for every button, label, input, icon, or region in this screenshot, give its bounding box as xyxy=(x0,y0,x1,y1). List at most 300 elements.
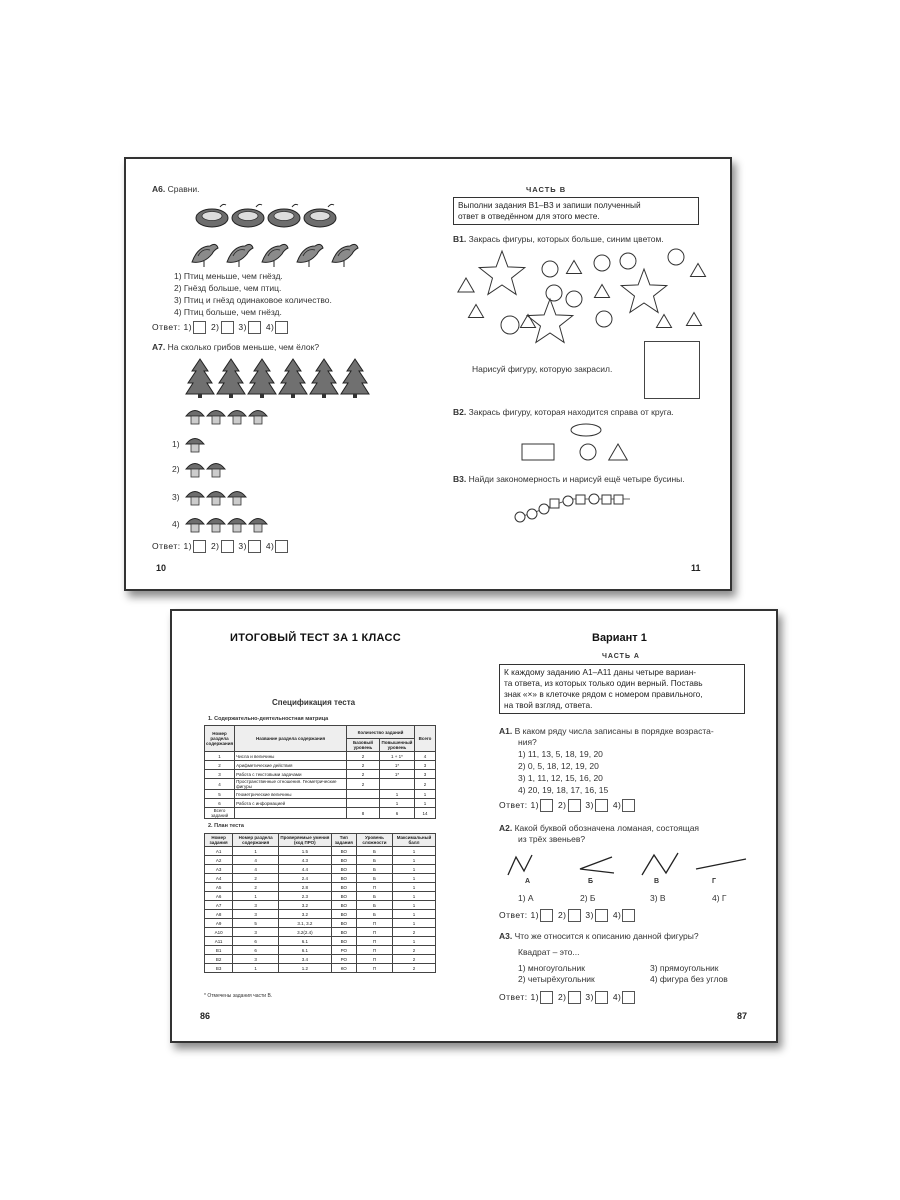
plan-cell: А3 xyxy=(205,865,233,874)
matrix-subheader: Повышенный уровень xyxy=(380,739,415,752)
bead-circle-icon xyxy=(527,509,537,519)
plan-cell: П xyxy=(356,964,392,973)
mushroom-stem-icon xyxy=(191,416,199,424)
matrix-cell: 1* xyxy=(380,770,415,779)
star-icon xyxy=(621,269,667,312)
task-number: В1. xyxy=(453,234,467,244)
instruction-line: та ответа, из которых только один верный. Поставь xyxy=(504,678,703,688)
triangle-icon xyxy=(458,278,474,292)
answer-num-3: 3) xyxy=(238,540,247,551)
plan-cell: 2 xyxy=(392,928,435,937)
task-prompt: Сравни. xyxy=(167,184,200,194)
answer-checkbox-2[interactable] xyxy=(221,321,234,334)
plan-cell: Б xyxy=(356,847,392,856)
matrix-row xyxy=(205,799,436,808)
plan-row xyxy=(205,874,436,883)
matrix-row xyxy=(205,779,436,790)
task-number: А6. xyxy=(152,184,166,194)
plan-cell: Б xyxy=(356,892,392,901)
task-prompt: Найди закономерность и нарисуй ещё четыре бусины. xyxy=(468,474,685,484)
matrix-cell: Геометрические величины xyxy=(235,790,347,799)
page-number-left: 10 xyxy=(156,563,167,573)
plan-cell: 3 xyxy=(233,955,279,964)
plan-cell: 5 xyxy=(233,919,279,928)
plan-row xyxy=(205,964,436,973)
matrix-row xyxy=(205,752,436,761)
task-a2-heading xyxy=(499,823,699,834)
mushroom-stem-icon xyxy=(233,497,241,505)
drawing-answer-box[interactable] xyxy=(644,341,700,399)
triangle-icon xyxy=(690,264,705,277)
mushroom-stem-icon xyxy=(212,416,220,424)
answer-checkbox-1[interactable] xyxy=(193,540,206,553)
a6-option-4: 4) Птиц больше, чем гнёзд. xyxy=(174,307,282,317)
plan-cell: А4 xyxy=(205,874,233,883)
polyline-letter-b: Б xyxy=(588,878,594,885)
answer-label: Ответ: xyxy=(499,991,528,1002)
plan-cell: 1 xyxy=(392,847,435,856)
task-b3-heading xyxy=(453,474,685,485)
bead-square-icon xyxy=(550,499,559,508)
answer-checkbox-3[interactable] xyxy=(595,799,608,812)
answer-checkbox-2[interactable] xyxy=(221,540,234,553)
plan-cell: 2.3 xyxy=(279,892,332,901)
mushroom-stem-icon xyxy=(191,444,199,452)
plan-cell: Б xyxy=(356,910,392,919)
footnote: * Отмечены задания части В. xyxy=(204,993,273,999)
mushroom-cap-icon xyxy=(207,492,225,498)
matrix-cell: 3 xyxy=(415,770,436,779)
answer-num-1: 1) xyxy=(530,991,540,1002)
matrix-row xyxy=(205,790,436,799)
triangle-icon xyxy=(594,285,609,298)
bead-circle-icon xyxy=(515,512,525,522)
plan-row xyxy=(205,901,436,910)
matrix-cell: Работа с текстовыми задачами xyxy=(235,770,347,779)
answer-checkbox-1[interactable] xyxy=(540,909,553,922)
task-a2-prompt-cont: из трёх звеньев? xyxy=(518,834,586,844)
matrix-cell: 3 xyxy=(205,770,235,779)
bird-icon xyxy=(192,244,218,262)
triangle-icon xyxy=(566,261,581,274)
a3-answer-row xyxy=(499,991,637,1004)
a6-answer-row xyxy=(152,321,290,334)
part-a-title: ЧАСТЬ А xyxy=(602,653,640,660)
twig-icon xyxy=(292,204,298,207)
plan-cell: А8 xyxy=(205,910,233,919)
instruction-line: знак «×» в клеточке рядом с номером правильного, xyxy=(504,689,703,699)
instruction-line: ответ в отведённом для этого месте. xyxy=(458,211,600,221)
task-prompt: Закрась фигуры, которых больше, синим цветом. xyxy=(468,234,664,244)
page-number-left: 86 xyxy=(200,1011,211,1021)
content-matrix-table xyxy=(204,725,436,819)
task-a6-heading xyxy=(152,184,200,195)
matrix-cell: 14 xyxy=(415,808,436,819)
plan-header: Проверяемые умения (код ПРО) xyxy=(280,835,330,845)
plan-cell: А9 xyxy=(205,919,233,928)
circle-icon xyxy=(620,253,636,269)
a2-option-4: 4) Г xyxy=(712,893,727,903)
plan-cell: 1 xyxy=(392,883,435,892)
circle-icon xyxy=(501,316,519,334)
matrix-cell: 2 xyxy=(415,779,436,790)
task-prompt: Закрась фигуру, которая находится справа от круга. xyxy=(468,407,674,417)
plan-row xyxy=(205,919,436,928)
task-number: А1. xyxy=(499,726,513,736)
answer-checkbox-1[interactable] xyxy=(540,799,553,812)
mushroom-cap-icon xyxy=(207,464,225,470)
a3-option-3: 3) прямоугольник xyxy=(650,963,719,973)
a1-option-3: 3) 1, 11, 12, 15, 16, 20 xyxy=(518,773,603,783)
plan-row xyxy=(205,937,436,946)
polyline-v-icon xyxy=(642,853,678,875)
matrix-cell: 1 xyxy=(205,752,235,761)
plan-cell: В1 xyxy=(205,946,233,955)
mushroom-stem-icon xyxy=(254,416,262,424)
answer-num-4: 4) xyxy=(265,321,275,332)
mushroom-cap-icon xyxy=(228,411,246,417)
instruction-line: на твой взгляд, ответа. xyxy=(504,700,593,710)
matrix-cell xyxy=(347,790,380,799)
fir-tree-icon xyxy=(279,359,307,394)
plan-cell: 1 xyxy=(392,892,435,901)
fir-tree-icon xyxy=(341,359,369,394)
bead-square-icon xyxy=(602,495,611,504)
workbook-spread-top xyxy=(124,157,732,591)
plan-cell: 1 xyxy=(392,919,435,928)
tree-trunk-icon xyxy=(322,394,326,398)
a3-subprompt: Квадрат – это... xyxy=(518,947,580,957)
plan-cell: 1 xyxy=(392,874,435,883)
a6-option-1: 1) Птиц меньше, чем гнёзд. xyxy=(174,271,283,281)
a2-option-2: 2) Б xyxy=(580,893,596,903)
plan-cell: 3.4 xyxy=(279,955,332,964)
answer-num-3: 3) xyxy=(585,991,594,1002)
plan-cell: 1.5 xyxy=(279,847,332,856)
mushroom-stem-icon xyxy=(233,524,241,532)
polyline-a-icon xyxy=(508,855,532,875)
plan-header: Максимальный балл xyxy=(392,834,435,847)
task-a1-heading xyxy=(499,726,714,737)
tree-trunk-icon xyxy=(198,394,202,398)
plan-cell: ВО xyxy=(331,847,356,856)
a2-option-3: 3) В xyxy=(650,893,666,903)
plan-row xyxy=(205,892,436,901)
instruction-line: К каждому заданию А1–А11 даны четыре вариан- xyxy=(504,667,697,677)
answer-checkbox-2[interactable] xyxy=(568,799,581,812)
twig-icon xyxy=(328,204,334,207)
bird-icon xyxy=(227,244,253,262)
plan-cell: 1 xyxy=(392,910,435,919)
mushrooms-illustration xyxy=(184,407,284,429)
plan-row xyxy=(205,883,436,892)
matrix-cell xyxy=(380,779,415,790)
matrix-cell: 3 xyxy=(415,761,436,770)
plan-header: Тип задания xyxy=(331,834,356,847)
shapes-row-illustration xyxy=(520,422,640,464)
plan-cell: 2 xyxy=(392,964,435,973)
plan-cell: 1 xyxy=(392,856,435,865)
mushroom-stem-icon xyxy=(233,416,241,424)
a7-option-4: 4) xyxy=(172,519,180,529)
plan-cell: 3.2 xyxy=(279,910,332,919)
plan-cell: РО xyxy=(331,955,356,964)
answer-checkbox-4[interactable] xyxy=(622,991,635,1004)
answer-num-2: 2) xyxy=(557,909,567,920)
plan-cell: 1 xyxy=(392,901,435,910)
matrix-cell: 2 xyxy=(347,761,380,770)
plan-row xyxy=(205,865,436,874)
shapes-illustration xyxy=(452,249,712,341)
plan-cell: 1 xyxy=(233,892,279,901)
matrix-header: Название раздела содержания xyxy=(235,726,347,752)
answer-num-4: 4) xyxy=(612,909,622,920)
fir-tree-icon xyxy=(248,359,276,394)
triangle-icon xyxy=(609,444,628,460)
matrix-cell: 5 xyxy=(205,790,235,799)
tree-trunk-icon xyxy=(353,394,357,398)
answer-checkbox-4[interactable] xyxy=(275,321,288,334)
mushroom-cap-icon xyxy=(228,492,246,498)
matrix-cell: Арифметические действия xyxy=(235,761,347,770)
matrix-cell: 1 + 1* xyxy=(380,752,415,761)
plan-cell: 1 xyxy=(392,865,435,874)
polyline-letter-v: В xyxy=(654,878,660,885)
plan-cell: ВО xyxy=(331,856,356,865)
matrix-cell: Работа с информацией xyxy=(235,799,347,808)
task-prompt: Какой буквой обозначена ломаная, состоящая xyxy=(514,823,700,833)
plan-row xyxy=(205,946,436,955)
nest-hollow-icon xyxy=(238,212,258,221)
polyline-letter-a: А xyxy=(525,878,531,885)
matrix-title: 1. Содержательно-деятельностная матрица xyxy=(208,716,329,722)
bird-icon xyxy=(297,244,323,262)
plan-cell: П xyxy=(356,937,392,946)
plan-cell: А10 xyxy=(205,928,233,937)
answer-num-4: 4) xyxy=(265,540,275,551)
polyline-b-icon xyxy=(580,857,614,873)
plan-cell: В2 xyxy=(205,955,233,964)
a3-option-4: 4) фигура без углов xyxy=(650,974,728,984)
matrix-cell: 6 xyxy=(380,808,415,819)
plan-cell: 4 xyxy=(233,856,279,865)
answer-label: Ответ: xyxy=(152,540,181,551)
plan-row xyxy=(205,928,436,937)
fir-tree-icon xyxy=(310,359,338,394)
matrix-cell: 2 xyxy=(347,752,380,761)
plan-cell: А7 xyxy=(205,901,233,910)
plan-cell: 2.8 xyxy=(279,883,332,892)
answer-num-1: 1) xyxy=(530,909,540,920)
task-b1-heading xyxy=(453,234,664,245)
task-a7-heading xyxy=(152,342,319,353)
plan-cell: А5 xyxy=(205,883,233,892)
plan-cell: 4.3 xyxy=(279,856,332,865)
answer-checkbox-3[interactable] xyxy=(595,909,608,922)
a7-option-2: 2) xyxy=(172,464,180,474)
fir-trees-illustration xyxy=(184,357,374,399)
mushrooms-option-1 xyxy=(184,435,284,455)
plan-cell: ВО xyxy=(331,928,356,937)
matrix-cell: 8 xyxy=(347,808,380,819)
matrix-cell: 1 xyxy=(380,799,415,808)
plan-cell: 6.1 xyxy=(279,937,332,946)
spec-title: Спецификация теста xyxy=(272,698,356,707)
plan-cell: П xyxy=(356,955,392,964)
answer-checkbox-3[interactable] xyxy=(248,540,261,553)
matrix-cell: 6 xyxy=(205,799,235,808)
answer-label: Ответ: xyxy=(499,799,528,810)
answer-num-4: 4) xyxy=(612,991,622,1002)
plan-cell: ВО xyxy=(331,910,356,919)
plan-cell: П xyxy=(356,919,392,928)
plan-cell: А2 xyxy=(205,856,233,865)
test-plan-table xyxy=(204,833,436,973)
plan-cell: А11 xyxy=(205,937,233,946)
plan-cell: А6 xyxy=(205,892,233,901)
mushrooms-option-2 xyxy=(184,460,284,480)
twig-icon xyxy=(256,204,262,207)
answer-num-3: 3) xyxy=(585,909,594,920)
bead-square-icon xyxy=(576,495,585,504)
answer-checkbox-3[interactable] xyxy=(248,321,261,334)
matrix-cell: 1 xyxy=(380,790,415,799)
plan-cell: 3 xyxy=(233,901,279,910)
matrix-header: Всего xyxy=(415,726,436,752)
plan-cell: 3 xyxy=(233,910,279,919)
matrix-row xyxy=(205,761,436,770)
matrix-header: Номер раздела содержания xyxy=(205,726,235,752)
plan-cell: ВО xyxy=(331,901,356,910)
polyline-g-icon xyxy=(696,859,746,869)
triangle-icon xyxy=(656,315,671,328)
nest-hollow-icon xyxy=(274,212,294,221)
plan-cell: Б xyxy=(356,874,392,883)
answer-checkbox-1[interactable] xyxy=(540,991,553,1004)
bead-square-icon xyxy=(614,495,623,504)
answer-num-4: 4) xyxy=(612,799,622,810)
answer-checkbox-4[interactable] xyxy=(275,540,288,553)
mushroom-cap-icon xyxy=(207,519,225,525)
matrix-cell: 2 xyxy=(347,779,380,790)
plan-cell: ВО xyxy=(331,874,356,883)
task-prompt: Что же относится к описанию данной фигуры? xyxy=(514,931,699,941)
a6-option-3: 3) Птиц и гнёзд одинаковое количество. xyxy=(174,295,332,305)
a7-option-1: 1) xyxy=(172,439,180,449)
triangle-icon xyxy=(468,305,483,318)
task-number: А7. xyxy=(152,342,166,352)
a7-answer-row xyxy=(152,540,290,553)
instruction-line: Выполни задания В1–В3 и запиши полученный xyxy=(458,200,641,210)
mushroom-stem-icon xyxy=(191,497,199,505)
plan-row xyxy=(205,856,436,865)
part-a-instruction xyxy=(499,664,745,714)
mushroom-stem-icon xyxy=(212,469,220,477)
mushroom-cap-icon xyxy=(186,439,204,445)
plan-row xyxy=(205,847,436,856)
answer-num-3: 3) xyxy=(585,799,594,810)
task-number: В3. xyxy=(453,474,467,484)
plan-cell: 2.4 xyxy=(279,874,332,883)
page-number-right: 11 xyxy=(691,563,701,573)
mushroom-stem-icon xyxy=(191,524,199,532)
plan-cell: Б xyxy=(356,901,392,910)
mushroom-cap-icon xyxy=(186,519,204,525)
plan-cell: 1 xyxy=(233,847,279,856)
matrix-cell: Пространственные отношения. Геометрические фигуры xyxy=(235,779,347,790)
plan-cell: ВО xyxy=(331,919,356,928)
twig-icon xyxy=(220,204,226,207)
part-b-title: ЧАСТЬ В xyxy=(526,185,567,194)
tree-trunk-icon xyxy=(229,394,233,398)
plan-row xyxy=(205,955,436,964)
star-icon xyxy=(527,299,573,342)
answer-checkbox-4[interactable] xyxy=(622,909,635,922)
bead-circle-icon xyxy=(563,496,573,506)
plan-cell: КО xyxy=(331,964,356,973)
plan-row xyxy=(205,910,436,919)
answer-num-2: 2) xyxy=(557,991,567,1002)
fir-tree-icon xyxy=(217,359,245,394)
nests-illustration xyxy=(194,201,354,231)
mushroom-cap-icon xyxy=(249,411,267,417)
matrix-cell xyxy=(347,799,380,808)
tree-trunk-icon xyxy=(291,394,295,398)
plan-cell: ВО xyxy=(331,892,356,901)
bead-circle-icon xyxy=(539,504,549,514)
plan-cell: П xyxy=(356,946,392,955)
plan-title: 2. План теста xyxy=(208,823,244,829)
circle-icon xyxy=(668,249,684,265)
matrix-header: Количество заданий xyxy=(347,726,415,739)
answer-num-1: 1) xyxy=(530,799,540,810)
plan-header: Номер раздела содержания xyxy=(233,834,279,847)
nest-hollow-icon xyxy=(310,212,330,221)
task-prompt: В каком ряду числа записаны в порядке возраста- xyxy=(514,726,714,736)
a2-option-1: 1) А xyxy=(518,893,534,903)
task-number: А2. xyxy=(499,823,513,833)
circle-icon xyxy=(542,261,558,277)
a7-option-3: 3) xyxy=(172,492,180,502)
task-prompt: На сколько грибов меньше, чем ёлок? xyxy=(167,342,320,352)
matrix-cell: 4 xyxy=(205,779,235,790)
matrix-cell: 2 xyxy=(347,770,380,779)
plan-cell: 1 xyxy=(233,964,279,973)
plan-header: Уровень сложности xyxy=(356,834,392,847)
plan-cell: 3 xyxy=(233,928,279,937)
plan-cell: ВО xyxy=(331,883,356,892)
answer-checkbox-1[interactable] xyxy=(193,321,206,334)
answer-checkbox-4[interactable] xyxy=(622,799,635,812)
mushroom-stem-icon xyxy=(191,469,199,477)
plan-cell: 3.2(2.4) xyxy=(279,928,332,937)
answer-checkbox-2[interactable] xyxy=(568,991,581,1004)
answer-checkbox-2[interactable] xyxy=(568,909,581,922)
bird-icon xyxy=(332,244,358,262)
plan-cell: 2 xyxy=(392,946,435,955)
plan-cell: В3 xyxy=(205,964,233,973)
mushroom-stem-icon xyxy=(212,524,220,532)
matrix-cell: 4 xyxy=(415,752,436,761)
task-a3-heading xyxy=(499,931,699,942)
plan-cell: ВО xyxy=(331,937,356,946)
task-a1-prompt-cont: ния? xyxy=(518,737,537,747)
bead-circle-icon xyxy=(589,494,599,504)
plan-cell: 2 xyxy=(233,883,279,892)
answer-num-2: 2) xyxy=(210,321,220,332)
answer-checkbox-3[interactable] xyxy=(595,991,608,1004)
a6-option-2: 2) Гнёзд больше, чем птиц. xyxy=(174,283,282,293)
